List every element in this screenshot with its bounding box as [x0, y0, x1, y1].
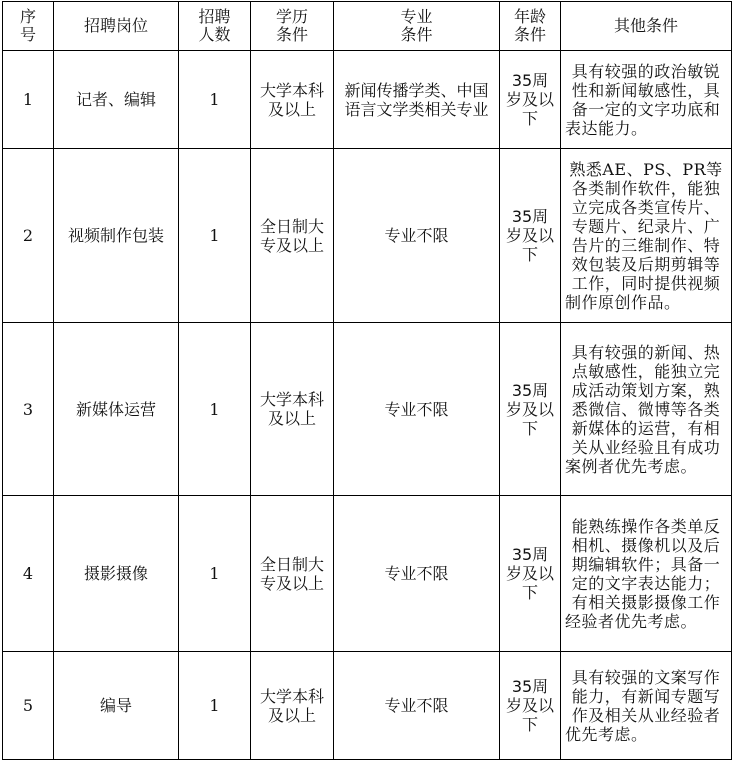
cell-age: 35周岁及以下 [500, 652, 561, 760]
table-row [3, 652, 732, 760]
recruitment-table [2, 1, 732, 760]
header-major: 专业条件 [334, 2, 500, 51]
cell-count: 1 [179, 496, 251, 652]
cell-count: 1 [179, 51, 251, 149]
cell-seq: 4 [3, 496, 54, 652]
cell-age: 35周岁及以下 [500, 51, 561, 149]
cell-position: 摄影摄像 [54, 496, 179, 652]
table-row [3, 51, 732, 149]
cell-major: 新闻传播学类、中国语言文学类相关专业 [334, 51, 500, 149]
cell-education: 全日制大专及以上 [251, 496, 334, 652]
cell-other: 具有较强的新闻、热点敏感性，能独立完成活动策划方案，熟悉微信、微博等各类新媒体的运营，有相关从业经验且有成功案例者优先考虑。 [561, 323, 732, 496]
cell-other: 具有较强的政治敏锐性和新闻敏感性，具备一定的文字功底和表达能力。 [561, 51, 732, 149]
cell-education: 大学本科及以上 [251, 652, 334, 760]
cell-other: 具有较强的文案写作能力，有新闻专题写作及相关从业经验者优先考虑。 [561, 652, 732, 760]
cell-position: 视频制作包装 [54, 149, 179, 323]
cell-position: 记者、编辑 [54, 51, 179, 149]
table-row [3, 323, 732, 496]
cell-position: 编导 [54, 652, 179, 760]
header-age: 年龄条件 [500, 2, 561, 51]
cell-seq: 2 [3, 149, 54, 323]
header-seq: 序号 [3, 2, 54, 51]
cell-count: 1 [179, 652, 251, 760]
cell-education: 大学本科及以上 [251, 323, 334, 496]
cell-age: 35周岁及以下 [500, 496, 561, 652]
cell-major: 专业不限 [334, 323, 500, 496]
header-other: 其他条件 [561, 2, 732, 51]
header-count: 招聘人数 [179, 2, 251, 51]
cell-major: 专业不限 [334, 149, 500, 323]
header-row [3, 2, 732, 51]
cell-other: 能熟练操作各类单反相机、摄像机以及后期编辑软件；具备一定的文字表达能力；有相关摄影摄像工作经验者优先考虑。 [561, 496, 732, 652]
cell-education: 大学本科及以上 [251, 51, 334, 149]
cell-seq: 1 [3, 51, 54, 149]
cell-count: 1 [179, 149, 251, 323]
cell-count: 1 [179, 323, 251, 496]
cell-major: 专业不限 [334, 652, 500, 760]
cell-position: 新媒体运营 [54, 323, 179, 496]
cell-age: 35周岁及以下 [500, 149, 561, 323]
cell-other: 熟悉AE、PS、PR等各类制作软件，能独立完成各类宣传片、专题片、纪录片、广告片的三维制作、特效包装及后期剪辑等工作，同时提供视频制作原创作品。 [561, 149, 732, 323]
cell-seq: 3 [3, 323, 54, 496]
header-education: 学历条件 [251, 2, 334, 51]
cell-seq: 5 [3, 652, 54, 760]
cell-age: 35周岁及以下 [500, 323, 561, 496]
header-position: 招聘岗位 [54, 2, 179, 51]
table-row [3, 149, 732, 323]
cell-education: 全日制大专及以上 [251, 149, 334, 323]
table-row [3, 496, 732, 652]
cell-major: 专业不限 [334, 496, 500, 652]
